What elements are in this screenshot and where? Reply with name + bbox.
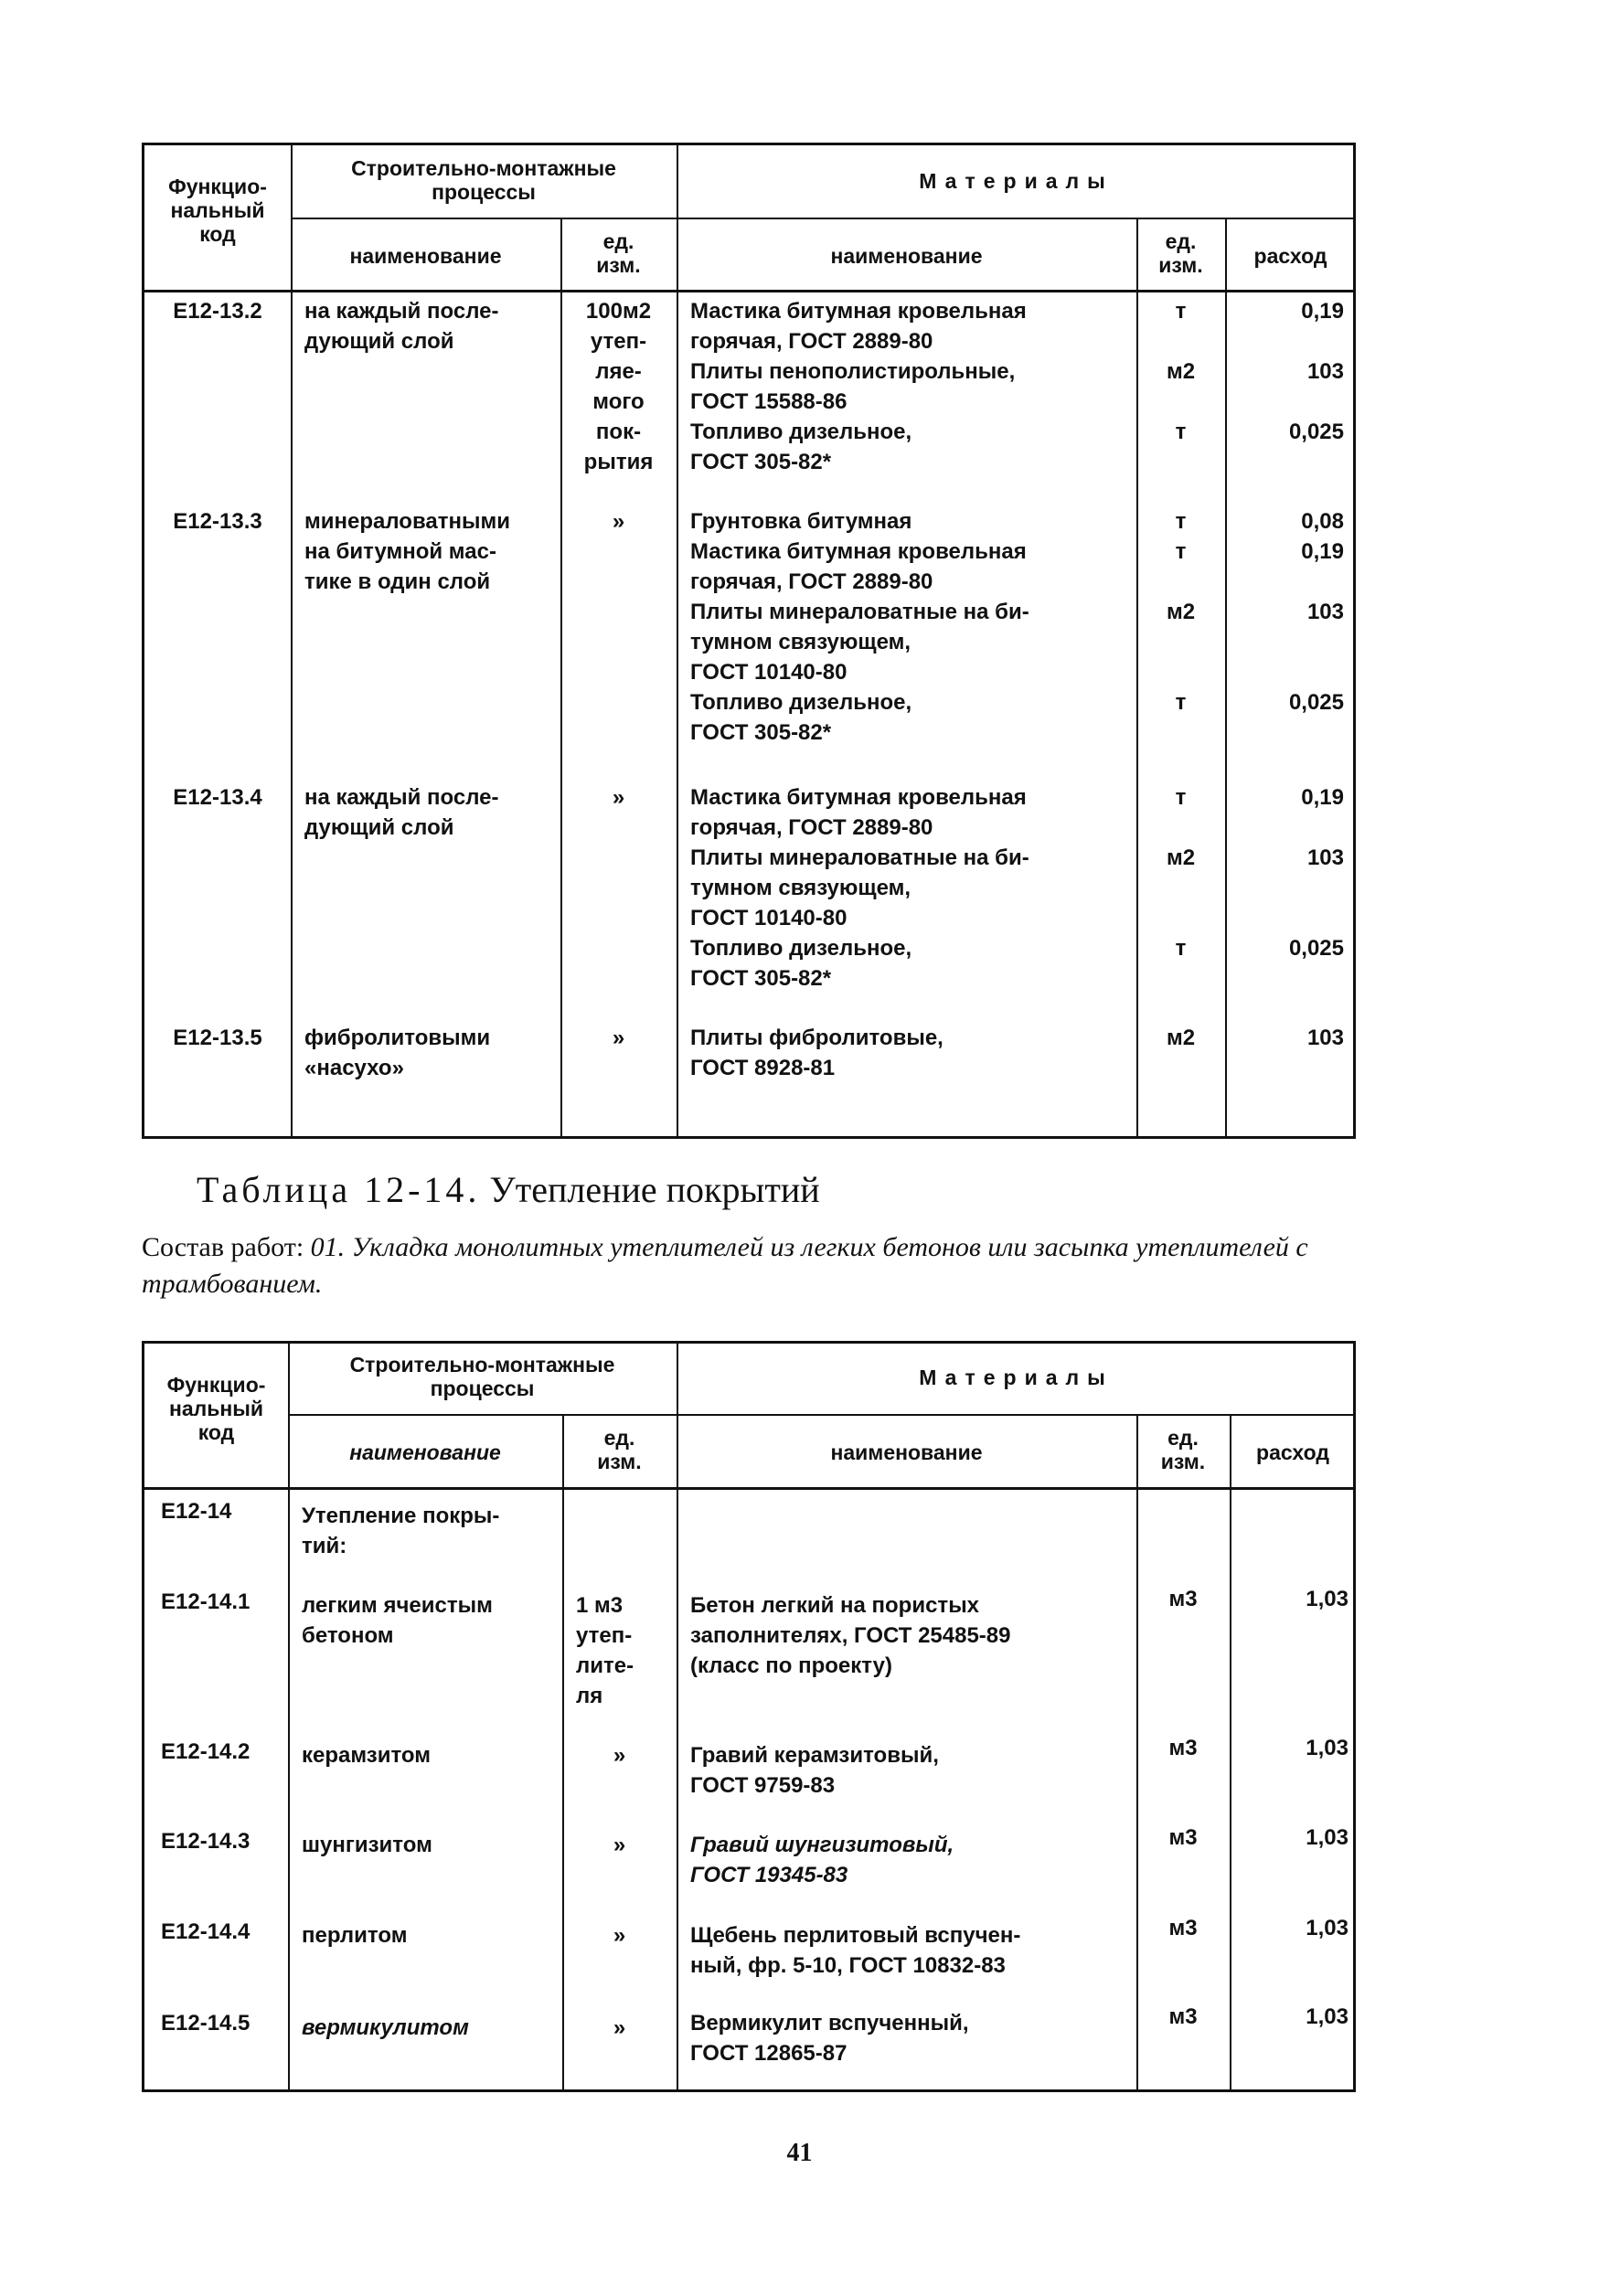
material-rate: 103: [1306, 1026, 1344, 1050]
header-process-name: наименование: [349, 1440, 501, 1464]
row-unit: »: [612, 785, 625, 810]
material-rate: 1,03: [1306, 1916, 1348, 1940]
header-process-name: наименование: [349, 244, 502, 268]
row-code: Е12-14.2: [161, 1739, 251, 1764]
row-unit: »: [612, 509, 625, 534]
material-unit: м2: [1166, 845, 1196, 870]
material-name: Вермикулит вспученный, ГОСТ 12865-87: [690, 2011, 969, 2066]
material-name: Плиты пенополистирольные, ГОСТ 15588-86: [690, 359, 1016, 414]
material-unit: м3: [1168, 2004, 1198, 2029]
material-name: Бетон легкий на пористых заполнителях, ГОСТ 25485-89 (класс по проекту): [690, 1593, 1011, 1678]
material-unit: м2: [1166, 1026, 1196, 1050]
material-rate: 1,03: [1306, 1736, 1348, 1760]
material-unit: м3: [1168, 1736, 1198, 1760]
row-code: Е12-14: [161, 1499, 232, 1524]
col-divider: [291, 145, 293, 1136]
row-code: Е12-14.3: [161, 1829, 251, 1854]
material-rate: 0,19: [1301, 785, 1344, 810]
row-code: Е12-13.2: [173, 299, 262, 324]
row-code: Е12-13.3: [173, 509, 262, 534]
row-process: на каждый после- дующий слой: [304, 299, 499, 354]
row-process: вермикулитом: [302, 2015, 469, 2040]
row-process: легким ячеистым бетоном: [302, 1593, 493, 1648]
header-bottom-rule: [144, 1487, 1353, 1490]
header-material-name: наименование: [830, 1440, 983, 1464]
material-rate: 103: [1306, 845, 1344, 870]
header-material-name: наименование: [830, 244, 983, 268]
material-rate: 0,025: [1288, 420, 1344, 444]
material-rate: 0,025: [1288, 690, 1344, 715]
header-materials: Материалы: [919, 1366, 1114, 1389]
material-name: Топливо дизельное, ГОСТ 305-82*: [690, 936, 912, 991]
row-unit: »: [613, 1833, 626, 1857]
material-rate: 103: [1306, 359, 1344, 384]
table-12-14: [142, 1341, 1356, 2092]
material-name: Грунтовка битумная: [690, 509, 912, 534]
material-unit: т: [1175, 690, 1187, 715]
material-rate: 0,19: [1301, 539, 1344, 564]
material-rate: 0,025: [1288, 936, 1344, 961]
header-consumption: расход: [1253, 244, 1327, 268]
header-divider: [291, 218, 1353, 219]
table-caption-label: Таблица 12-14.: [197, 1169, 481, 1210]
material-unit: м2: [1166, 600, 1196, 624]
material-rate: 1,03: [1306, 2004, 1348, 2029]
header-material-unit: ед. изм.: [1160, 1426, 1206, 1473]
material-unit: м3: [1168, 1587, 1198, 1611]
row-code: Е12-14.1: [161, 1589, 251, 1614]
table-caption-title: Утепление покрытий: [489, 1169, 820, 1210]
header-process-unit: ед. изм.: [597, 1426, 642, 1473]
row-unit: 100м2 утеп- ляе- мого пок- рытия: [583, 299, 654, 474]
material-name: Мастика битумная кровельная горячая, ГОСТ 2889-80: [690, 299, 1027, 354]
row-process: на каждый после- дующий слой: [304, 785, 499, 840]
material-name: Гравий шунгизитовый, ГОСТ 19345-83: [690, 1833, 954, 1887]
header-process-unit: ед. изм.: [596, 229, 641, 277]
header-consumption: расход: [1256, 1440, 1329, 1464]
row-code: Е12-14.5: [161, 2011, 251, 2036]
material-rate: 0,19: [1301, 299, 1344, 324]
row-code: Е12-13.4: [173, 785, 262, 810]
material-rate: 1,03: [1306, 1587, 1348, 1611]
material-name: Плиты минераловатные на би- тумном связующем, ГОСТ 10140-80: [690, 600, 1029, 685]
header-material-unit: ед. изм.: [1158, 229, 1203, 277]
material-unit: м2: [1166, 359, 1196, 384]
header-processes: Строительно-монтажные процессы: [351, 156, 616, 204]
material-unit: м3: [1168, 1916, 1198, 1940]
material-unit: т: [1175, 420, 1187, 444]
material-rate: 0,08: [1301, 509, 1344, 534]
material-unit: т: [1175, 299, 1187, 324]
work-composition-text: 01. Укладка монолитных утеплителей из легких бетонов или засыпка утеплителей с трамбованием.: [142, 1232, 1308, 1299]
material-unit: т: [1175, 539, 1187, 564]
material-rate: 1,03: [1306, 1825, 1348, 1850]
row-unit: »: [613, 2015, 626, 2040]
row-unit: 1 м3 утеп- лите- ля: [576, 1593, 634, 1708]
header-code: Функцио- нальный код: [168, 175, 267, 246]
row-process: шунгизитом: [302, 1833, 432, 1857]
material-name: Гравий керамзитовый, ГОСТ 9759-83: [690, 1743, 939, 1798]
work-composition-prefix: Состав работ:: [142, 1232, 304, 1262]
material-name: Плиты фибролитовые, ГОСТ 8928-81: [690, 1026, 943, 1080]
row-process: Утепление покры- тий:: [302, 1504, 500, 1558]
header-materials: Материалы: [919, 169, 1114, 193]
material-name: Щебень перлитовый вспучен- ный, фр. 5-10, ГОСТ 10832-83: [690, 1923, 1021, 1978]
material-name: Топливо дизельное, ГОСТ 305-82*: [690, 420, 912, 474]
material-unit: м3: [1168, 1825, 1198, 1850]
row-unit: »: [613, 1923, 626, 1948]
row-process: керамзитом: [302, 1743, 432, 1768]
table-12-13-continued: [142, 143, 1356, 1139]
material-name: Мастика битумная кровельная горячая, ГОСТ 2889-80: [690, 785, 1027, 840]
row-code: Е12-14.4: [161, 1919, 251, 1944]
header-bottom-rule: [144, 290, 1353, 292]
row-process: минераловатными на битумной мас- тике в один слой: [304, 509, 510, 594]
header-code: Функцио- нальный код: [166, 1373, 266, 1444]
row-process: перлитом: [302, 1923, 408, 1948]
material-name: Плиты минераловатные на би- тумном связующем, ГОСТ 10140-80: [690, 845, 1029, 930]
material-unit: т: [1175, 785, 1187, 810]
header-processes: Строительно-монтажные процессы: [349, 1353, 615, 1400]
work-composition: [142, 1229, 1358, 1302]
material-name: Топливо дизельное, ГОСТ 305-82*: [690, 690, 912, 745]
page-number: 41: [786, 2139, 813, 2167]
row-process: фибролитовыми «насухо»: [304, 1026, 491, 1080]
row-unit: »: [613, 1743, 626, 1768]
col-divider: [677, 145, 678, 1136]
material-name: Мастика битумная кровельная горячая, ГОСТ 2889-80: [690, 539, 1027, 594]
material-rate: 103: [1306, 600, 1344, 624]
header-divider: [288, 1414, 1353, 1416]
row-unit: »: [612, 1026, 625, 1050]
material-unit: т: [1175, 936, 1187, 961]
table-caption: [197, 1168, 820, 1211]
material-unit: т: [1175, 509, 1187, 534]
row-code: Е12-13.5: [173, 1026, 262, 1050]
